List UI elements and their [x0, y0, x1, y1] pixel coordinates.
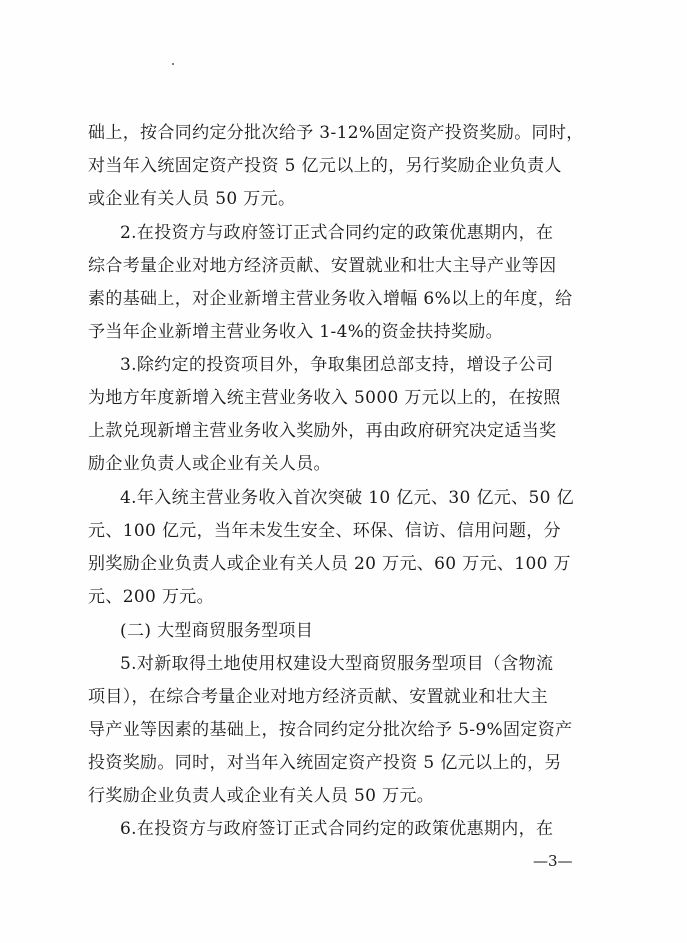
text-line: 4.年入统主营业务收入首次突破 10 亿元、30 亿元、50 亿: [120, 488, 574, 508]
text-line: 2.在投资方与政府签订正式合同约定的政策优惠期内，在: [120, 223, 554, 243]
text-line: 上款兑现新增主营业务收入奖励外，再由政府研究决定适当奖: [88, 421, 557, 441]
section-heading: (二) 大型商贸服务型项目: [120, 621, 314, 641]
text-line: 元、200 万元。: [88, 587, 215, 607]
text-line: 别奖励企业负责人或企业有关人员 20 万元、60 万元、100 万: [88, 554, 571, 574]
text-line: 元、100 亿元，当年未发生安全、环保、信访、信用问题，分: [88, 521, 562, 541]
text-line: 投资奖励。同时，对当年入统固定资产投资 5 亿元以上的，另: [88, 753, 562, 773]
text-line: 6.在投资方与政府签订正式合同约定的政策优惠期内，在: [120, 819, 554, 839]
text-line: 为地方年度新增入统主营业务收入 5000 万元以上的，在按照: [88, 388, 561, 408]
page-number: —3—: [533, 852, 573, 870]
text-line: 行奖励企业负责人或企业有关人员 50 万元。: [88, 786, 435, 806]
scan-speck: [172, 63, 174, 65]
text-line: 础上，按合同约定分批次给予 3-12%固定资产投资奖励。同时，: [88, 123, 584, 143]
text-line: 项目），在综合考量企业对地方经济贡献、安置就业和壮大主: [88, 687, 548, 707]
text-line: 对当年入统固定资产投资 5 亿元以上的，另行奖励企业负责人: [88, 156, 562, 176]
text-line: 3.除约定的投资项目外，争取集团总部支持，增设子公司: [120, 355, 554, 375]
text-line: 综合考量企业对地方经济贡献、安置就业和壮大主导产业等因: [88, 256, 557, 276]
text-line: 素的基础上，对企业新增主营业务收入增幅 6%以上的年度，给: [88, 289, 573, 309]
text-line: 导产业等因素的基础上，按合同约定分批次给予 5-9%固定资产: [88, 720, 573, 740]
text-line: 5.对新取得土地使用权建设大型商贸服务型项目（含物流: [120, 654, 554, 674]
text-line: 或企业有关人员 50 万元。: [88, 189, 296, 209]
text-line: 予当年企业新增主营业务收入 1-4%的资金扶持奖励。: [88, 322, 504, 342]
text-line: 励企业负责人或企业有关人员。: [88, 454, 331, 474]
